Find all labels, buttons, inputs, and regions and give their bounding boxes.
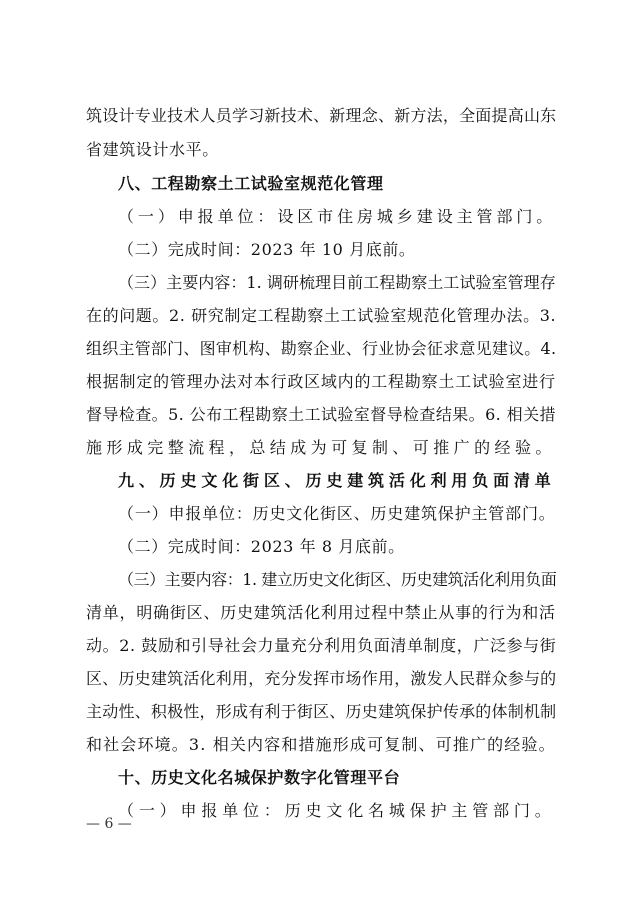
text-line: （一）申报单位：历史文化名城保护主管部门。 (118, 801, 556, 820)
text-line: （二）完成时间：2023 年 10 月底前。 (118, 240, 416, 259)
text-line: （一）申报单位：设区市住房城乡建设主管部门。 (118, 207, 557, 226)
text-line: 根据制定的管理办法对本行政区域内的工程勘察土工试验室进行 (86, 372, 556, 391)
text-line: 省建筑设计水平。 (86, 140, 219, 159)
text-line: 组织主管部门、图审机构、勘察企业、行业协会征求意见建议。4. (86, 339, 557, 358)
page-number: — 6 — (86, 816, 132, 832)
text-line: 筑设计专业技术人员学习新技术、新理念、新方法，全面提高山东 (86, 106, 557, 125)
text-line: （三）主要内容：1. 建立历史文化街区、历史建筑活化利用负面 (118, 570, 557, 589)
section-heading: 八、工程勘察土工试验室规范化管理 (118, 174, 384, 193)
text-line: （二）完成时间：2023 年 8 月底前。 (118, 537, 405, 556)
text-line: 施形成完整流程，总结成为可复制、可推广的经验。 (86, 438, 556, 457)
text-line: 清单，明确街区、历史建筑活化利用过程中禁止从事的行为和活 (86, 603, 556, 622)
text-line: 区、历史建筑活化利用，充分发挥市场作用，激发人民群众参与的 (86, 669, 557, 688)
text-line: 督导检查。5. 公布工程勘察土工试验室督导检查结果。6. 相关措 (86, 405, 556, 424)
section-heading: 十、历史文化名城保护数字化管理平台 (118, 768, 401, 787)
text-line: 动。2. 鼓励和引导社会力量充分利用负面清单制度，广泛参与街 (86, 636, 557, 655)
text-line: （三）主要内容：1. 调研梳理目前工程勘察土工试验室管理存 (118, 273, 556, 292)
text-line: 主动性、积极性，形成有利于街区、历史建筑保护传承的体制机制 (86, 702, 557, 721)
text-line: 和社会环境。3. 相关内容和措施形成可复制、可推广的经验。 (86, 735, 556, 754)
text-line: 在的问题。2. 研究制定工程勘察土工试验室规范化管理办法。3. (86, 306, 557, 325)
text-line: （一）申报单位：历史文化街区、历史建筑保护主管部门。 (118, 504, 556, 523)
section-heading: 九、历史文化街区、历史建筑活化利用负面清单 (118, 471, 556, 490)
